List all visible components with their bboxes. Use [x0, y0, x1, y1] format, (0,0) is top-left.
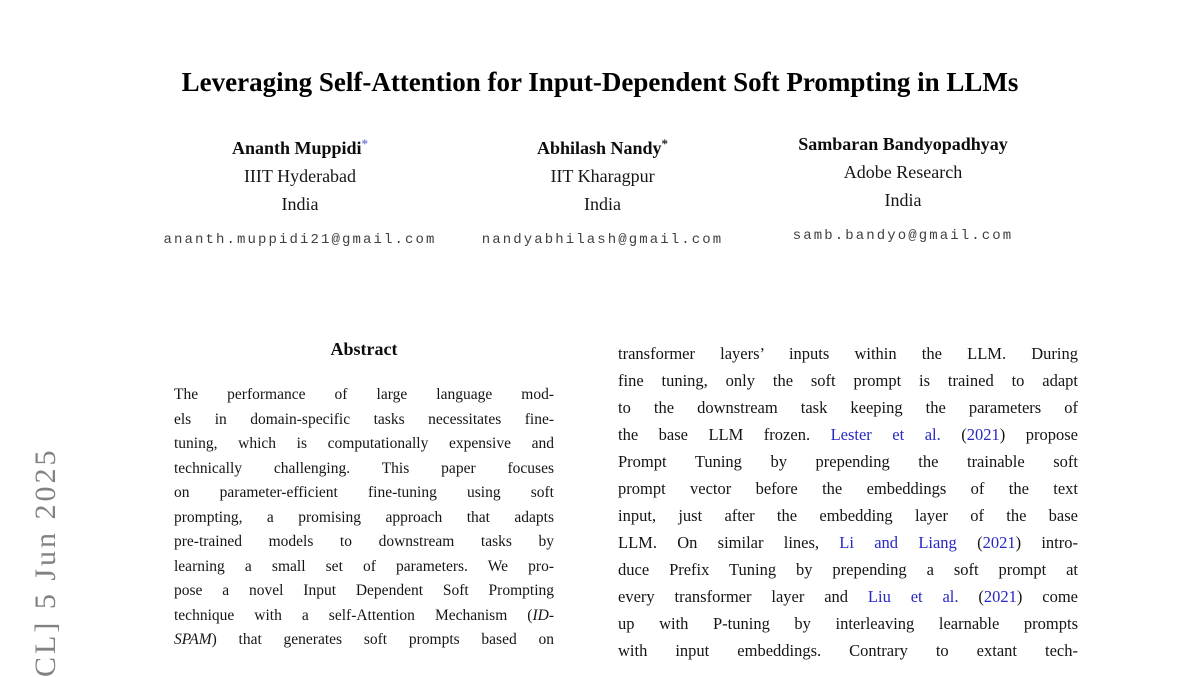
text-span: learning a small set of parameters. We pro-	[174, 557, 554, 575]
paper-title: Leveraging Self-Attention for Input-Dependent Soft Prompting in LLMs	[181, 67, 1019, 98]
author-affiliation: IIIT Hyderabad	[243, 166, 357, 186]
text-span: technically challenging. This paper focuses	[174, 459, 554, 477]
abstract-section	[174, 337, 554, 653]
text-span: pose a novel Input Dependent Soft Prompting	[174, 582, 554, 599]
text-line	[618, 448, 1078, 475]
author-country: India	[281, 194, 319, 214]
text-span: ) propose	[999, 425, 1078, 444]
author-block	[140, 130, 460, 249]
text-line	[618, 556, 1078, 583]
text-span: (	[958, 587, 984, 606]
text-span: ) that generates soft prompts based on	[211, 631, 554, 648]
author-country: India	[584, 194, 621, 214]
author-footnote-asterisk[interactable]: *	[361, 136, 369, 151]
text-span: up with P-tuning by interleaving learnable prompts	[618, 614, 1078, 633]
text-span: to the downstream task keeping the parameters of	[618, 398, 1078, 417]
text-line	[174, 555, 554, 580]
citation-link[interactable]: 2021	[966, 425, 1000, 444]
text-line	[618, 502, 1078, 529]
author-email: samb.bandyo@gmail.com	[792, 228, 1014, 244]
intro-column-text	[618, 340, 1078, 664]
author-name	[455, 130, 750, 162]
text-line	[618, 583, 1078, 610]
abstract-heading: Abstract	[330, 339, 398, 359]
text-span: tuning, which is computationally expensive and	[174, 435, 554, 452]
italic-term: SPAM	[174, 631, 212, 648]
text-line	[174, 506, 554, 531]
text-line	[618, 529, 1078, 556]
text-span: ) come	[1016, 587, 1078, 606]
text-line	[174, 579, 554, 604]
text-span: ) intro-	[1015, 533, 1078, 552]
text-span: technique with a self-Attention Mechanism (	[174, 606, 533, 624]
author-name	[742, 130, 1064, 158]
text-line	[174, 481, 554, 506]
text-line	[174, 628, 554, 653]
arxiv-stamp: CL] 5 Jun 2025	[29, 447, 62, 677]
author-email: nandyabhilash@gmail.com	[481, 232, 724, 248]
text-span: els in domain-specific tasks necessitates fine-	[174, 410, 554, 428]
citation-link[interactable]: Lester et al.	[830, 425, 941, 444]
text-span: LLM. On similar lines,	[618, 533, 840, 552]
text-span: (	[956, 533, 983, 552]
italic-term: ID-	[532, 606, 554, 624]
text-span: pre-trained models to downstream tasks by	[174, 533, 554, 550]
text-line	[174, 383, 554, 408]
text-span: Prompt Tuning by prepending the trainable soft	[618, 452, 1078, 471]
text-line	[618, 475, 1078, 502]
citation-link[interactable]: Li and Liang	[839, 533, 957, 552]
author-name-text: Ananth Muppidi	[231, 138, 362, 158]
text-line	[618, 610, 1078, 637]
text-line	[174, 530, 554, 555]
author-email: ananth.muppidi21@gmail.com	[163, 232, 437, 248]
text-span: every transformer layer and	[618, 587, 868, 606]
author-affiliation: Adobe Research	[843, 162, 963, 182]
text-span: prompting, a promising approach that adapts	[174, 508, 554, 526]
author-name	[140, 130, 460, 162]
text-line	[618, 637, 1078, 664]
citation-link[interactable]: 2021	[982, 533, 1016, 552]
text-span: on parameter-efficient fine-tuning using soft	[174, 484, 554, 501]
author-block	[742, 130, 1064, 245]
text-line	[618, 421, 1078, 448]
author-country: India	[884, 190, 922, 210]
citation-link[interactable]: 2021	[983, 587, 1017, 606]
author-footnote-asterisk: *	[661, 136, 669, 151]
author-name-text: Abhilash Nandy	[536, 138, 662, 158]
text-line	[174, 432, 554, 457]
text-line	[174, 408, 554, 433]
author-block	[455, 130, 750, 249]
text-span: prompt vector before the embeddings of the text	[618, 479, 1078, 498]
text-line	[174, 604, 554, 629]
text-span: transformer layers’ inputs within the LLM. During	[618, 344, 1078, 363]
text-line	[618, 367, 1078, 394]
text-line	[618, 394, 1078, 421]
text-span: (	[940, 425, 967, 444]
abstract-body	[174, 383, 554, 653]
author-name-text: Sambaran Bandyopadhyay	[798, 134, 1008, 154]
author-affiliation: IIT Kharagpur	[550, 166, 655, 186]
text-span: fine tuning, only the soft prompt is trained to adapt	[618, 371, 1078, 390]
text-span: the base LLM frozen.	[618, 425, 831, 444]
citation-link[interactable]: Liu et al.	[867, 587, 959, 606]
text-line	[618, 340, 1078, 367]
text-line	[174, 457, 554, 482]
text-span: input, just after the embedding layer of the base	[618, 506, 1078, 525]
text-span: with input embeddings. Contrary to extant tech-	[618, 641, 1078, 660]
text-span: duce Prefix Tuning by prepending a soft prompt at	[618, 560, 1078, 579]
text-span: The performance of large language mod-	[174, 386, 554, 403]
